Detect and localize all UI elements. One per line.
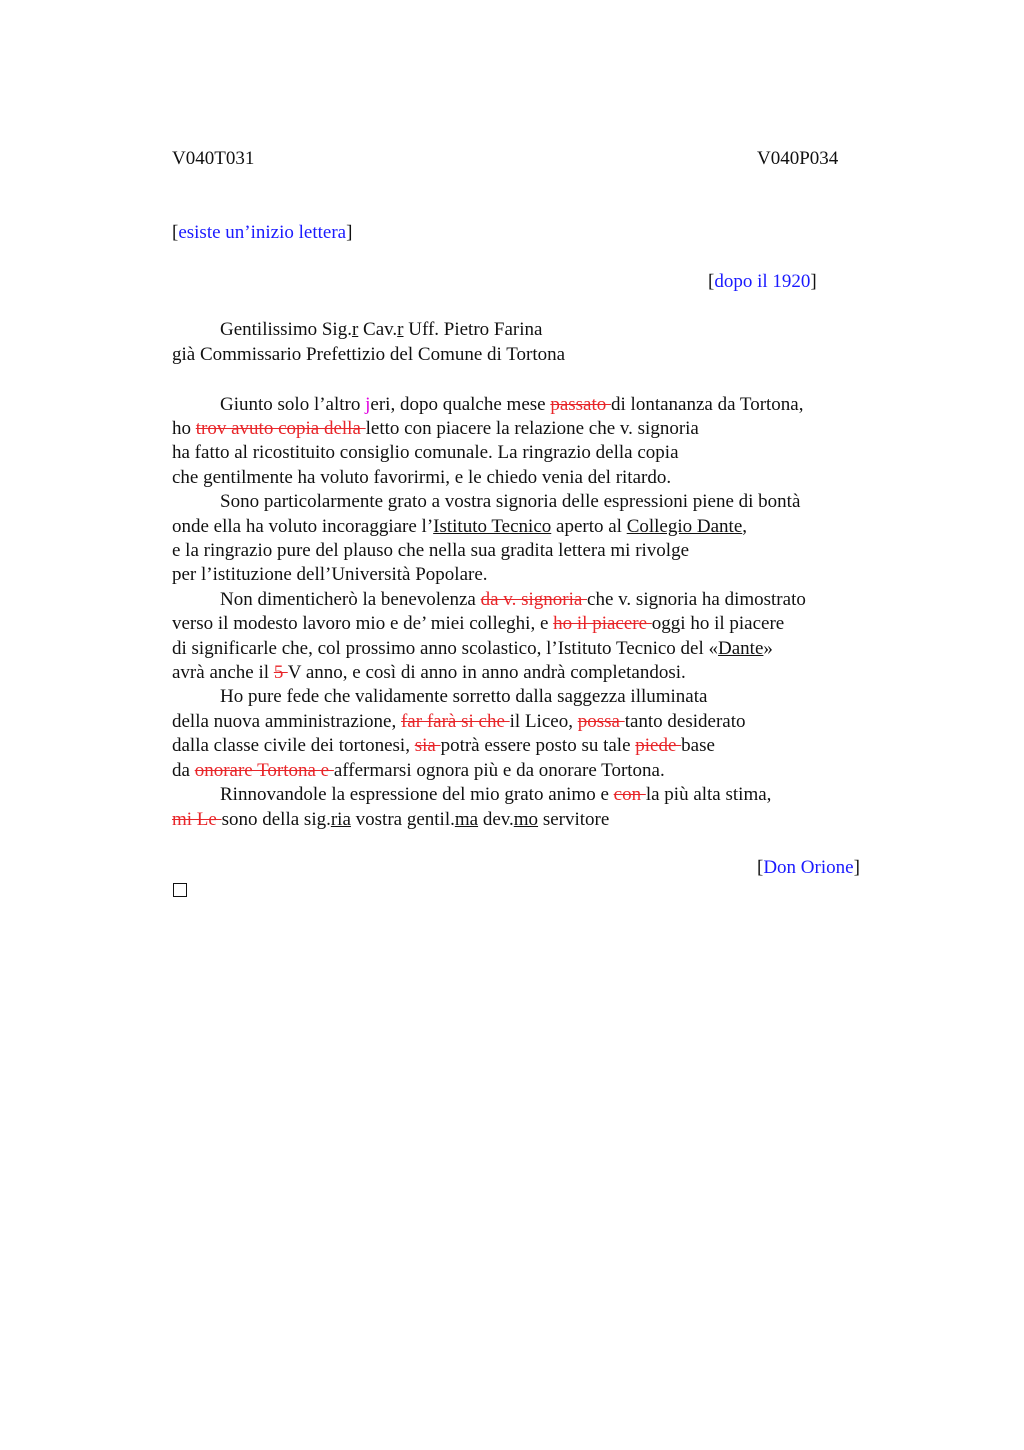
editorial-date-note: [dopo il 1920] [708,271,817,292]
document-code-left: V040T031 [172,148,255,169]
body-line: e la ringrazio pure del plauso che nella sua gradita lettera mi rivolge [172,540,690,561]
body-line: Non dimenticherò la benevolenza da v. signoria che v. signoria ha dimostrato [220,589,806,610]
body-line: mi Le sono della sig.ria vostra gentil.ma dev.mo servitore [172,809,610,830]
body-line: Rinnovandole la espressione del mio grato animo e con la più alta stima, [220,784,772,805]
body-line: onde ella ha voluto incoraggiare l’Istituto Tecnico aperto al Collegio Dante, [172,516,748,537]
body-line: verso il modesto lavoro mio e de’ miei colleghi, e ho il piacere oggi ho il piacere [172,613,785,634]
body-line: di significarle che, col prossimo anno scolastico, l’Istituto Tecnico del «Dante» [172,638,773,659]
date-note-text: dopo il 1920 [714,271,811,292]
body-line: per l’istituzione dell’Università Popolare. [172,564,488,585]
note-start-text: esiste un’inizio lettera [178,222,347,243]
body-line: che gentilmente ha voluto favorirmi, e le chiedo venia del ritardo. [172,467,672,488]
document-code-right: V040P034 [757,148,839,169]
address-line-1: Gentilissimo Sig.r Cav.r Uff. Pietro Farina [220,319,543,340]
body-line: ha fatto al ricostituito consiglio comunale. La ringrazio della copia [172,442,679,463]
signature: [Don Orione] [757,857,860,878]
end-square-icon [173,883,187,897]
body-line: Ho pure fede che validamente sorretto dalla saggezza illuminata [220,686,708,707]
body-line: da onorare Tortona e affermarsi ognora più e da onorare Tortona. [172,760,665,781]
address-line-2: già Commissario Prefettizio del Comune di Tortona [172,344,566,365]
body-line: della nuova amministrazione, far farà si che il Liceo, possa tanto desiderato [172,711,746,732]
body-line: ho trov avuto copia della letto con piacere la relazione che v. signoria [172,418,699,439]
editorial-note-start: [esiste un’inizio lettera] [172,222,353,243]
body-line: dalla classe civile dei tortonesi, sia potrà essere posto su tale piede base [172,735,715,756]
body-line: Sono particolarmente grato a vostra signoria delle espressioni piene di bontà [220,491,801,512]
body-line: Giunto solo l’altro jeri, dopo qualche mese passato di lontananza da Tortona, [220,394,804,415]
body-line: avrà anche il 5 V anno, e così di anno in anno andrà completandosi. [172,662,686,683]
signature-text: Don Orione [763,857,854,878]
